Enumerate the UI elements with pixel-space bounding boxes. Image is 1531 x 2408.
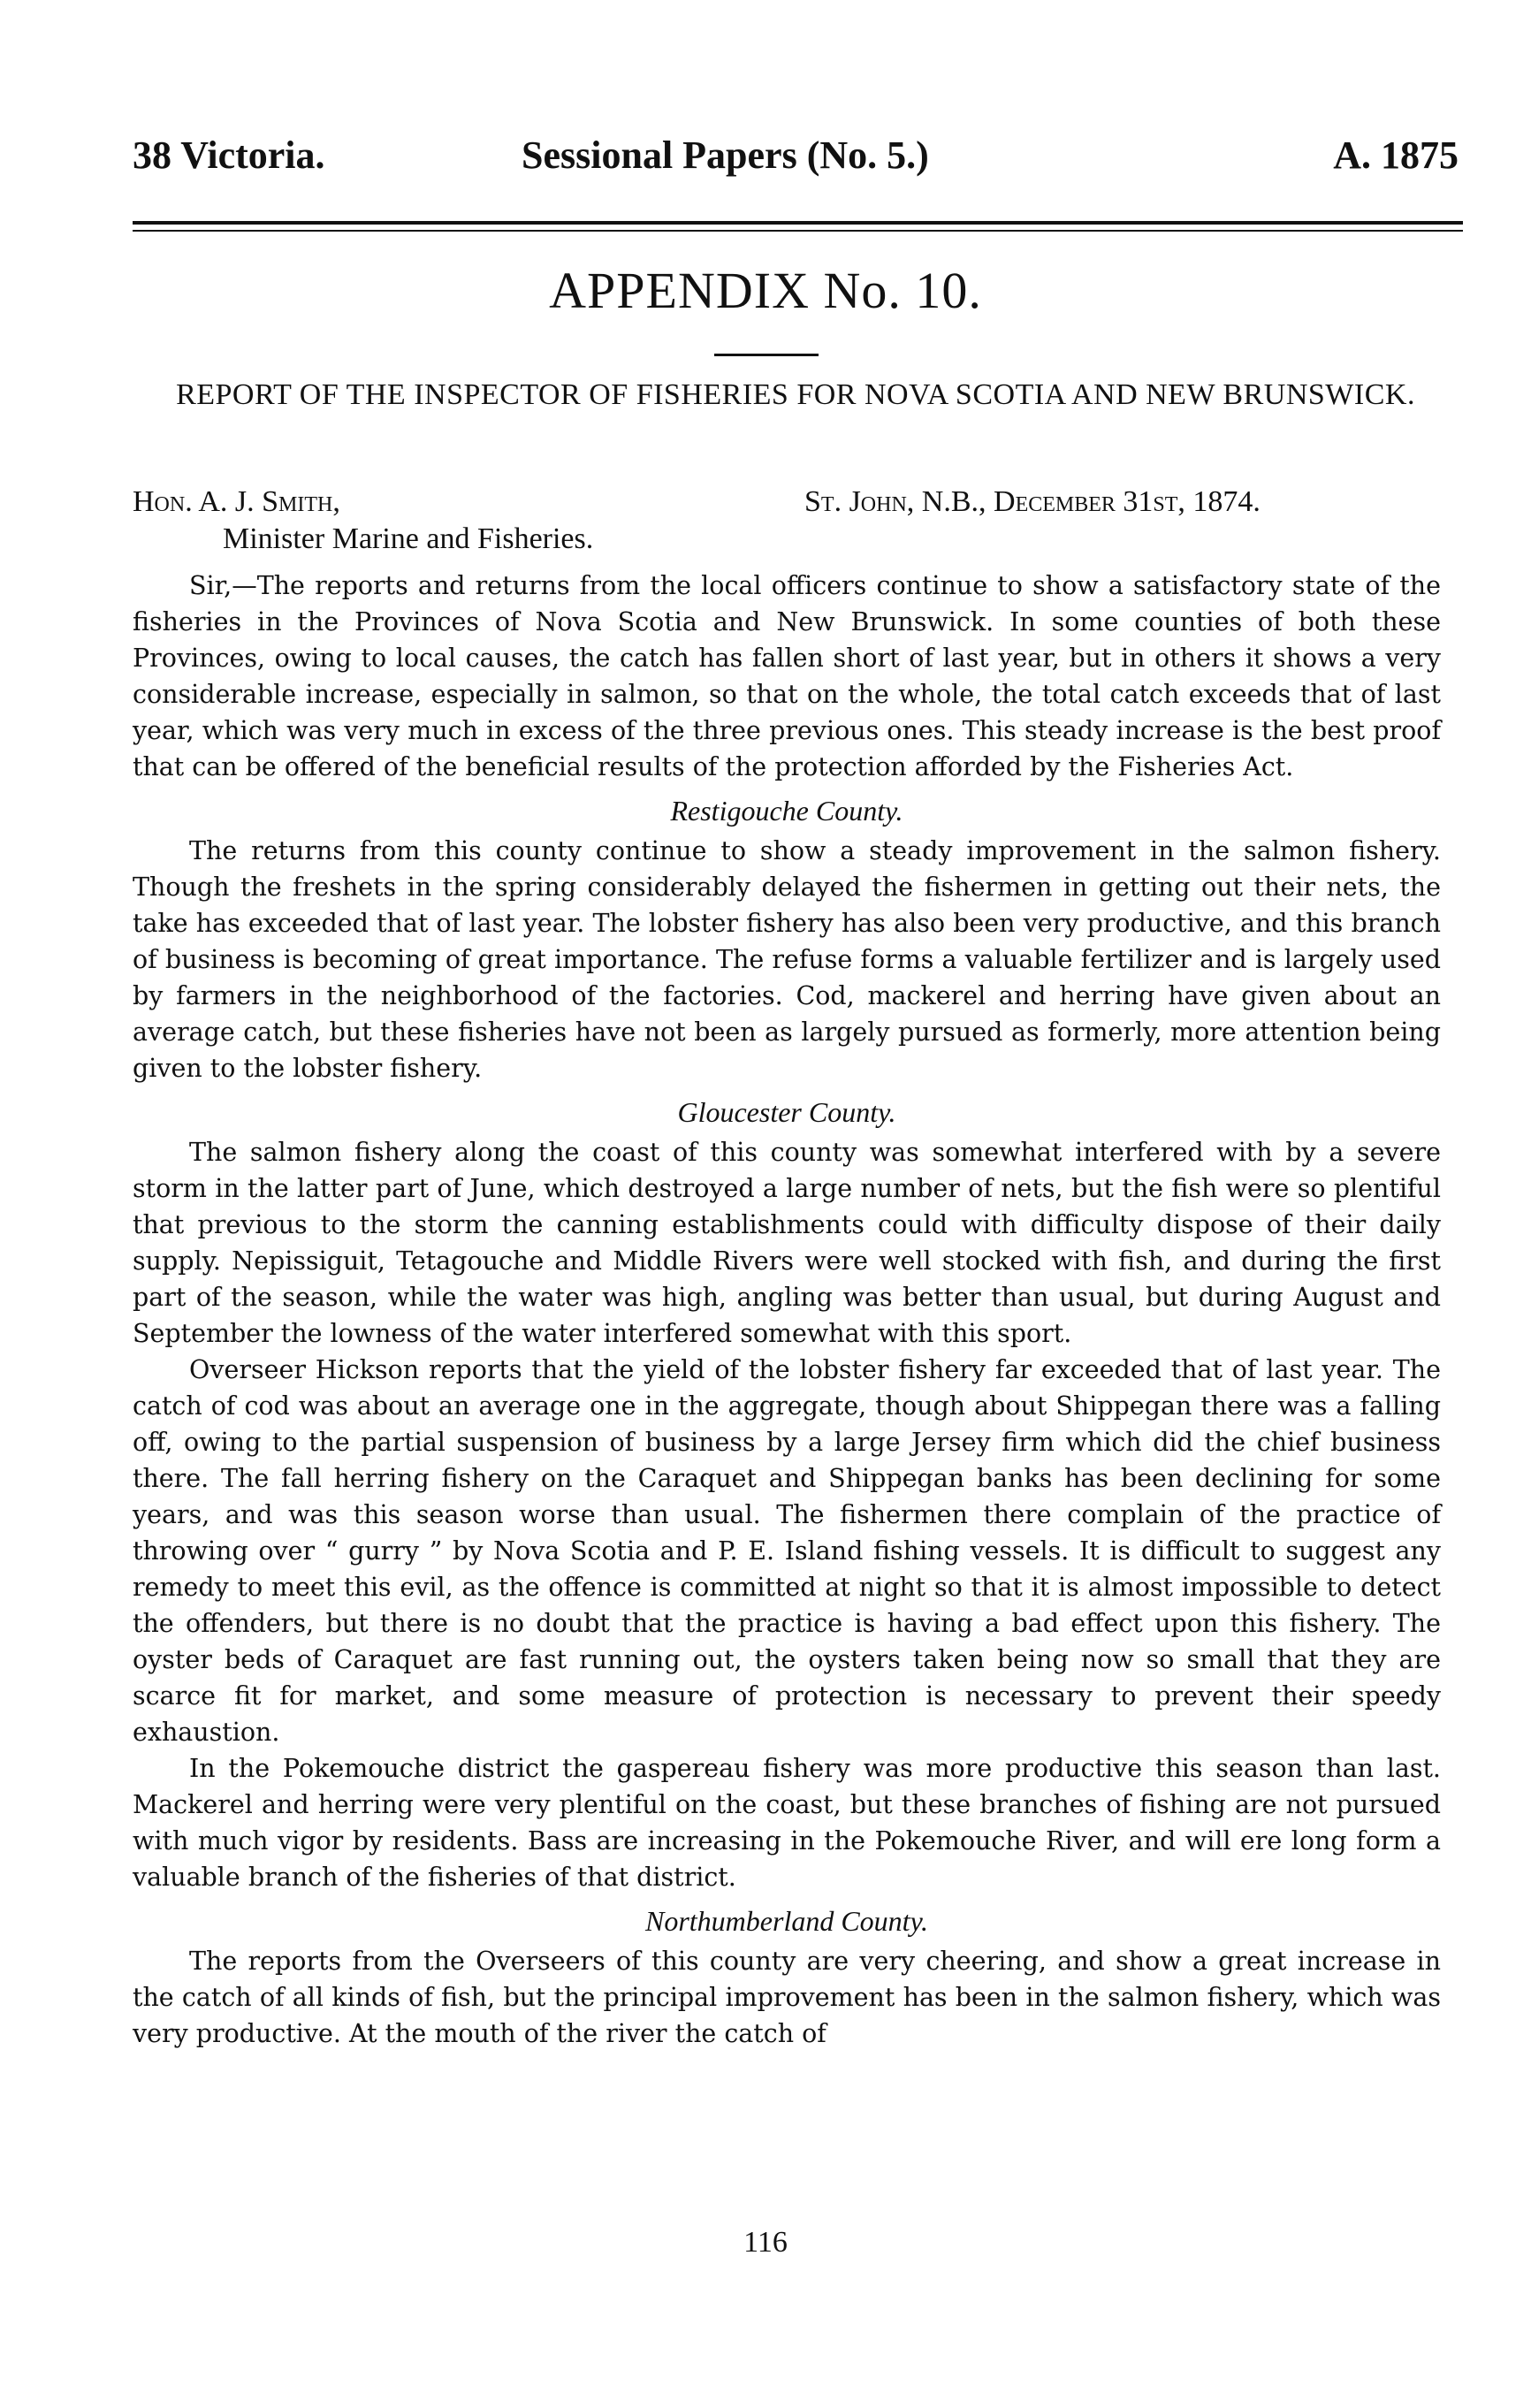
- place-date: St. John, N.B., December 31st, 1874.: [804, 485, 1261, 518]
- paragraph-restigouche: The returns from this county continue to show a steady improvement in the salmon fishery. Though the freshets in the spring considerably delayed the fishermen in getting out their nets, the take has exceeded that of last year. The lobster fishery has also been very productive, and this branch of business is becoming of great importance. The refuse forms a valuable fertilizer and is largely used by farmers in the neighborhood of the factories. Cod, mackerel and herring have given about an average catch, but these fisheries have not been as largely pursued as formerly, more attention being given to the lobster fishery.: [133, 836, 1441, 1083]
- header-year: A. 1875: [1333, 133, 1459, 177]
- paragraph-gloucester-2: Overseer Hickson reports that the yield of the lobster fishery far exceeded that of last year. The catch of cod was about an average one in the aggregate, though about Shippegan there was a falling off, owing to the partial suspension of business by a large Jersey firm which did the chief business there. The fall herring fishery on the Caraquet and Shippegan banks has been declining for some years, and was this season worse than usual. The fishermen there complain of the practice of throwing over “ gurry ” by Nova Scotia and P. E. Island fishing vessels. It is difficult to suggest any remedy to meet this evil, as the offence is committed at night so that it is almost impossible to detect the offenders, but there is no doubt that the practice is having a bad effect upon this fishery. The oyster beds of Caraquet are fast running out, the oysters taken being now so small that they are scarce fit for market, and some measure of protection is necessary to prevent their speedy exhaustion.: [133, 1355, 1441, 1747]
- title-divider: [714, 354, 819, 356]
- page-number: 116: [743, 2226, 788, 2259]
- header-rule-thick: [133, 221, 1463, 225]
- report-title: REPORT OF THE INSPECTOR OF FISHERIES FOR NOVA SCOTIA AND NEW BRUNSWICK.: [176, 378, 1415, 411]
- report-body: [133, 568, 1441, 2052]
- heading-restigouche: Restigouche County.: [670, 795, 903, 827]
- running-header: [133, 133, 1459, 186]
- paragraph-intro: Sir,—The reports and returns from the local officers continue to show a satisfactory state of the fisheries in the Provinces of Nova Scotia and New Brunswick. In some counties of both these Provinces, owing to local causes, the catch has fallen short of last year, but in others it shows a very considerable increase, especially in salmon, so that on the whole, the total catch exceeds that of last year, which was very much in excess of the three previous ones. This steady increase is the best proof that can be offered of the beneficial results of the protection afforded by the Fisheries Act.: [133, 571, 1441, 781]
- header-volume: 38 Victoria.: [133, 133, 325, 177]
- heading-northumberland: Northumberland County.: [644, 1905, 928, 1937]
- paragraph-northumberland: The reports from the Overseers of this county are very cheering, and show a great increase in the catch of all kinds of fish, but the principal improvement has been in the salmon fishery, which was very productive. At the mouth of the river the catch of: [133, 1947, 1441, 2048]
- appendix-title: APPENDIX No. 10.: [549, 262, 982, 319]
- recipient-name: Hon. A. J. Smith,: [133, 485, 340, 518]
- header-sessional-papers: Sessional Papers (No. 5.): [522, 133, 929, 177]
- heading-gloucester: Gloucester County.: [677, 1096, 896, 1128]
- header-rule-thin: [133, 230, 1463, 232]
- paragraph-gloucester-1: The salmon fishery along the coast of this county was somewhat interfered with by a severe storm in the latter part of June, which destroyed a large number of nets, but the fish were so plentiful that previous to the storm the canning establishments could with difficulty dispose of their daily supply. Nepissiguit, Tetagouche and Middle Rivers were well stocked with fish, and during the first part of the season, while the water was high, angling was better than usual, but during August and September the lowness of the water interfered somewhat with this sport.: [133, 1138, 1441, 1348]
- recipient-title: Minister Marine and Fisheries.: [223, 522, 594, 555]
- paragraph-gloucester-3: In the Pokemouche district the gaspereau fishery was more productive this season than last. Mackerel and herring were very plentiful on the coast, but these branches of fishing are not pursued with much vigor by residents. Bass are increasing in the Pokemouche River, and will ere long form a valuable branch of the fisheries of that district.: [133, 1754, 1441, 1892]
